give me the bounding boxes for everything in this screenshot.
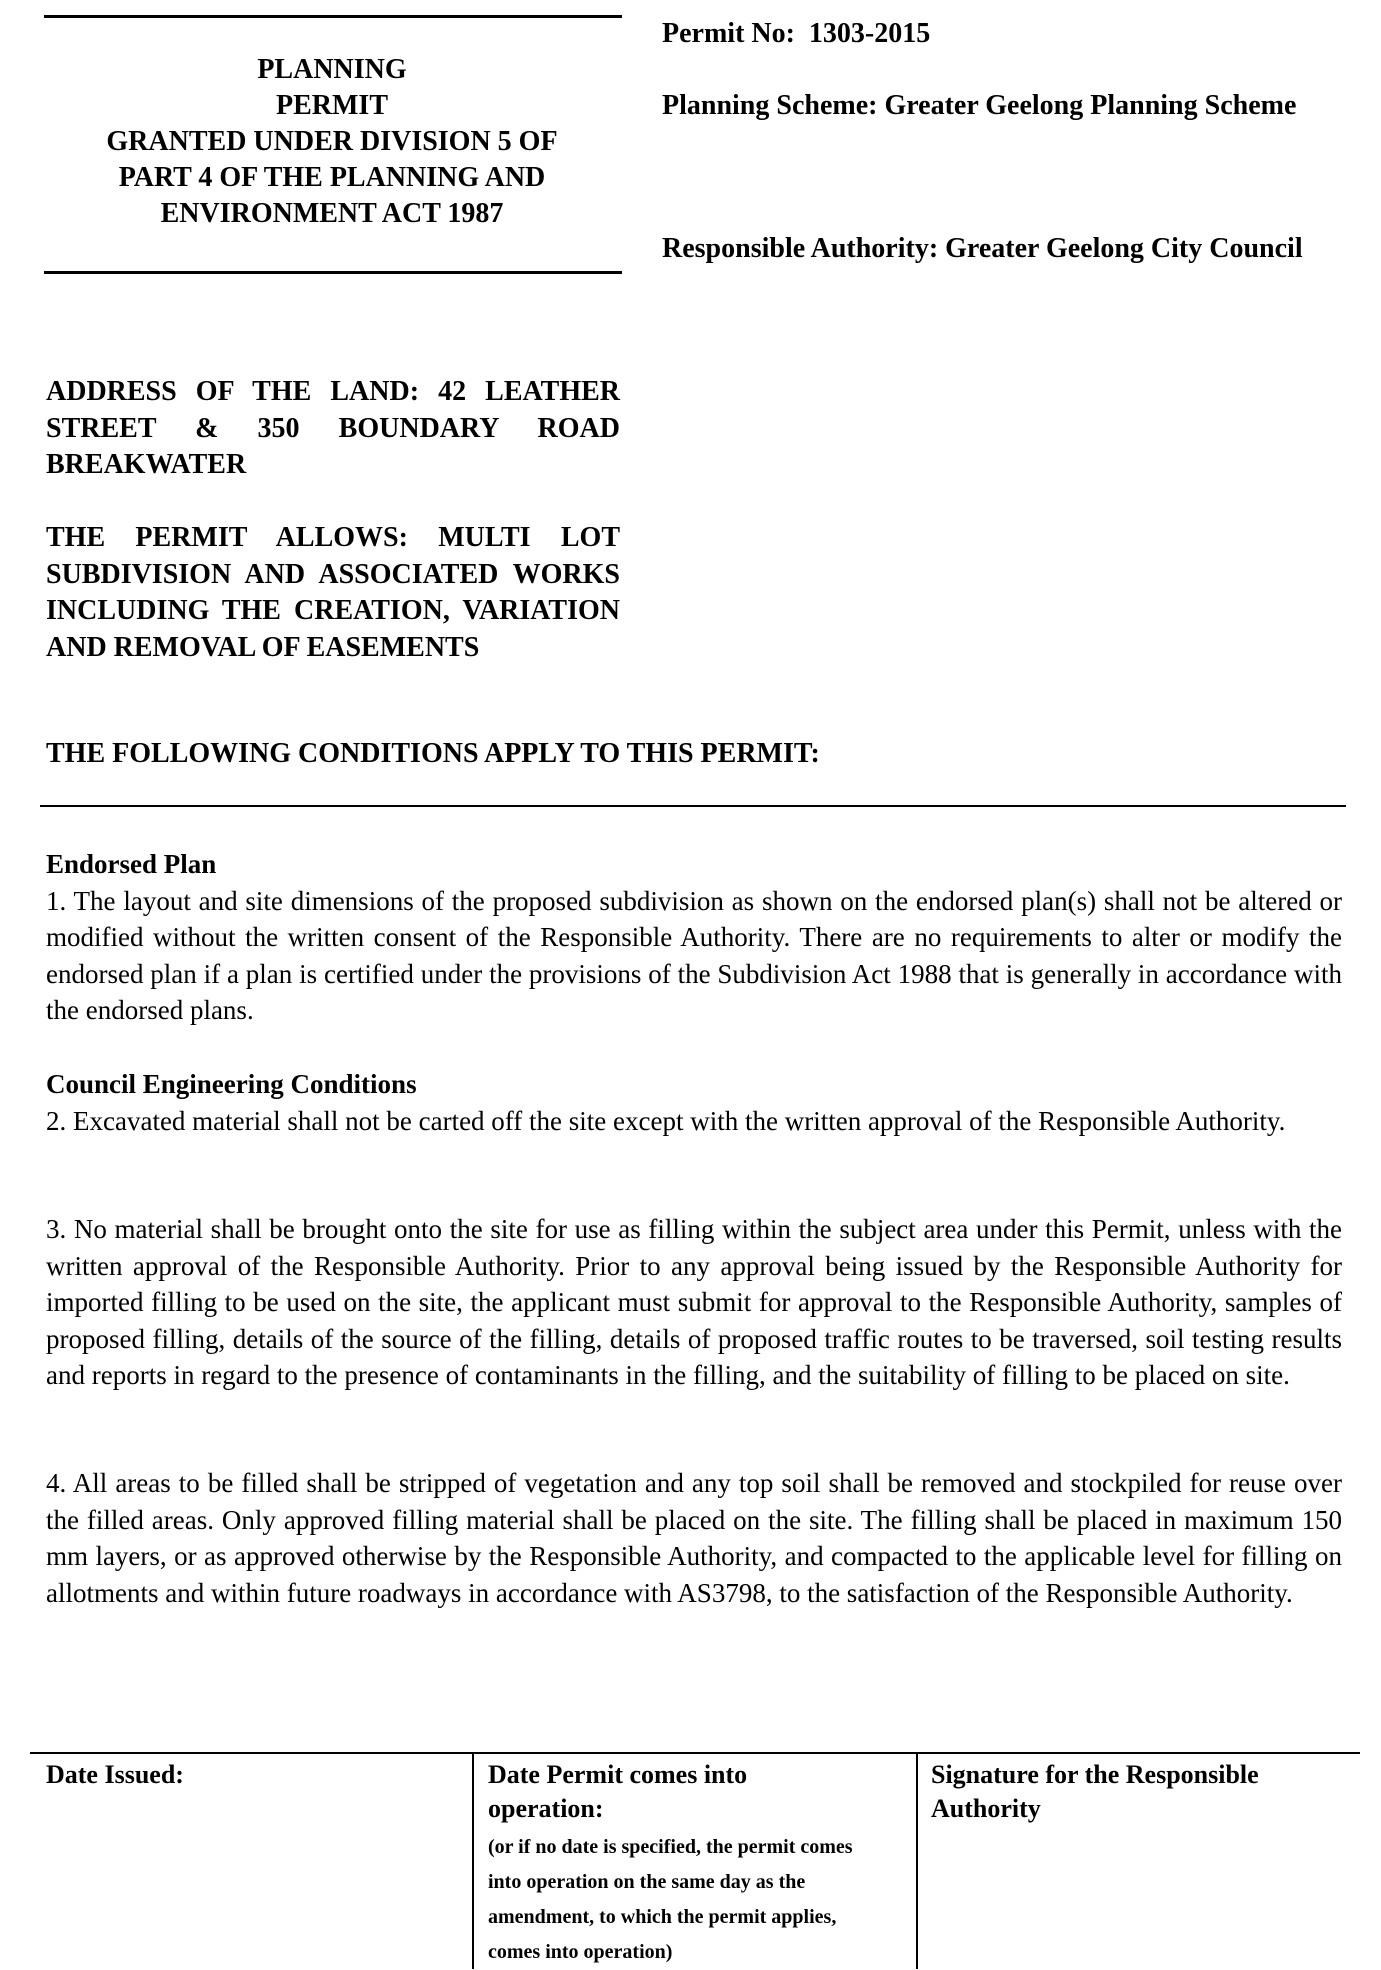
header-bottom-rule [44, 271, 622, 274]
header-top-rule [44, 15, 622, 18]
condition-2: 2. Excavated material shall not be carted off the site except with the written approval of the Responsible Authority. [46, 1105, 1286, 1136]
section-heading: Endorsed Plan [46, 849, 217, 879]
footer-top-rule [30, 1752, 1360, 1754]
permit-title [44, 52, 620, 232]
condition-3: 3. No material shall be brought onto the site for use as filling within the subject area under this Permit, unless with the written approval of the Responsible Authority. Prior to any approval being issued by the Responsible Authority for imported filling to be used on the site, the applicant must submit for approval to the Responsible Authority, samples of proposed filling, details of the source of the filling, details of proposed traffic routes to be traversed, soil testing results and reports in regard to the presence of contaminants in the filling, and the suitability of filling to be placed on site. [46, 1214, 1342, 1390]
condition-1: 1. The layout and site dimensions of the proposed subdivision as shown on the endorsed plan(s) shall not be altered or modified without the written consent of the Responsible Authority. There are no requirements to alter or modify the endorsed plan if a plan is certified under the provisions of the Subdivision Act 1988 that is generally in accordance with the endorsed plans. [46, 885, 1342, 1025]
conditions-heading: THE FOLLOWING CONDITIONS APPLY TO THIS PERMIT: [46, 738, 820, 769]
signature-label: Signature for the Responsible Authority [931, 1760, 1259, 1823]
date-operation-label: Date Permit comes into operation: [488, 1760, 748, 1823]
condition-4: 4. All areas to be filled shall be stripped of vegetation and any top soil shall be removed and stockpiled for reuse over the filled areas. Only approved filling material shall be placed on the site. The filling shall be placed in maximum 150 mm layers, or as approved otherwise by the Responsible Authority, and compacted to the applicable level for filling on allotments and within future roadways in accordance with AS3798, to the satisfaction of the Responsible Authority. [46, 1468, 1342, 1608]
land-address: ADDRESS OF THE LAND: 42 LEATHER STREET & 350 BOUNDARY ROAD BREAKWATER [46, 376, 620, 480]
conditions-divider [40, 805, 1346, 807]
footer-divider-1 [472, 1753, 474, 1969]
title-line: PART 4 OF THE PLANNING AND [118, 162, 546, 193]
title-line: PERMIT [276, 90, 388, 121]
permit-number: Permit No: 1303-2015 [662, 18, 931, 49]
date-issued-label: Date Issued: [46, 1760, 184, 1789]
title-line: ENVIRONMENT ACT 1987 [160, 198, 504, 229]
footer-divider-2 [916, 1753, 918, 1969]
endorsed-plan-section [46, 846, 1342, 1029]
date-operation-cell [488, 1758, 898, 1970]
section-heading: Council Engineering Conditions [46, 1069, 417, 1099]
title-line: GRANTED UNDER DIVISION 5 OF [106, 126, 558, 157]
date-operation-note: (or if no date is specified, the permit comes into operation on the same day as the amendment, to which the permit applies, comes into operation) [488, 1836, 853, 1963]
engineering-section [46, 1066, 1342, 1139]
responsible-authority: Responsible Authority: Greater Geelong City Council [662, 233, 1303, 264]
planning-scheme: Planning Scheme: Greater Geelong Planning Scheme [662, 90, 1297, 121]
title-line: PLANNING [257, 54, 407, 85]
permit-allows: THE PERMIT ALLOWS: MULTI LOT SUBDIVISION AND ASSOCIATED WORKS INCLUDING THE CREATION, VARIATION AND REMOVAL OF EASEMENTS [46, 522, 620, 663]
condition-4-block [46, 1465, 1342, 1611]
condition-3-block [46, 1211, 1342, 1394]
